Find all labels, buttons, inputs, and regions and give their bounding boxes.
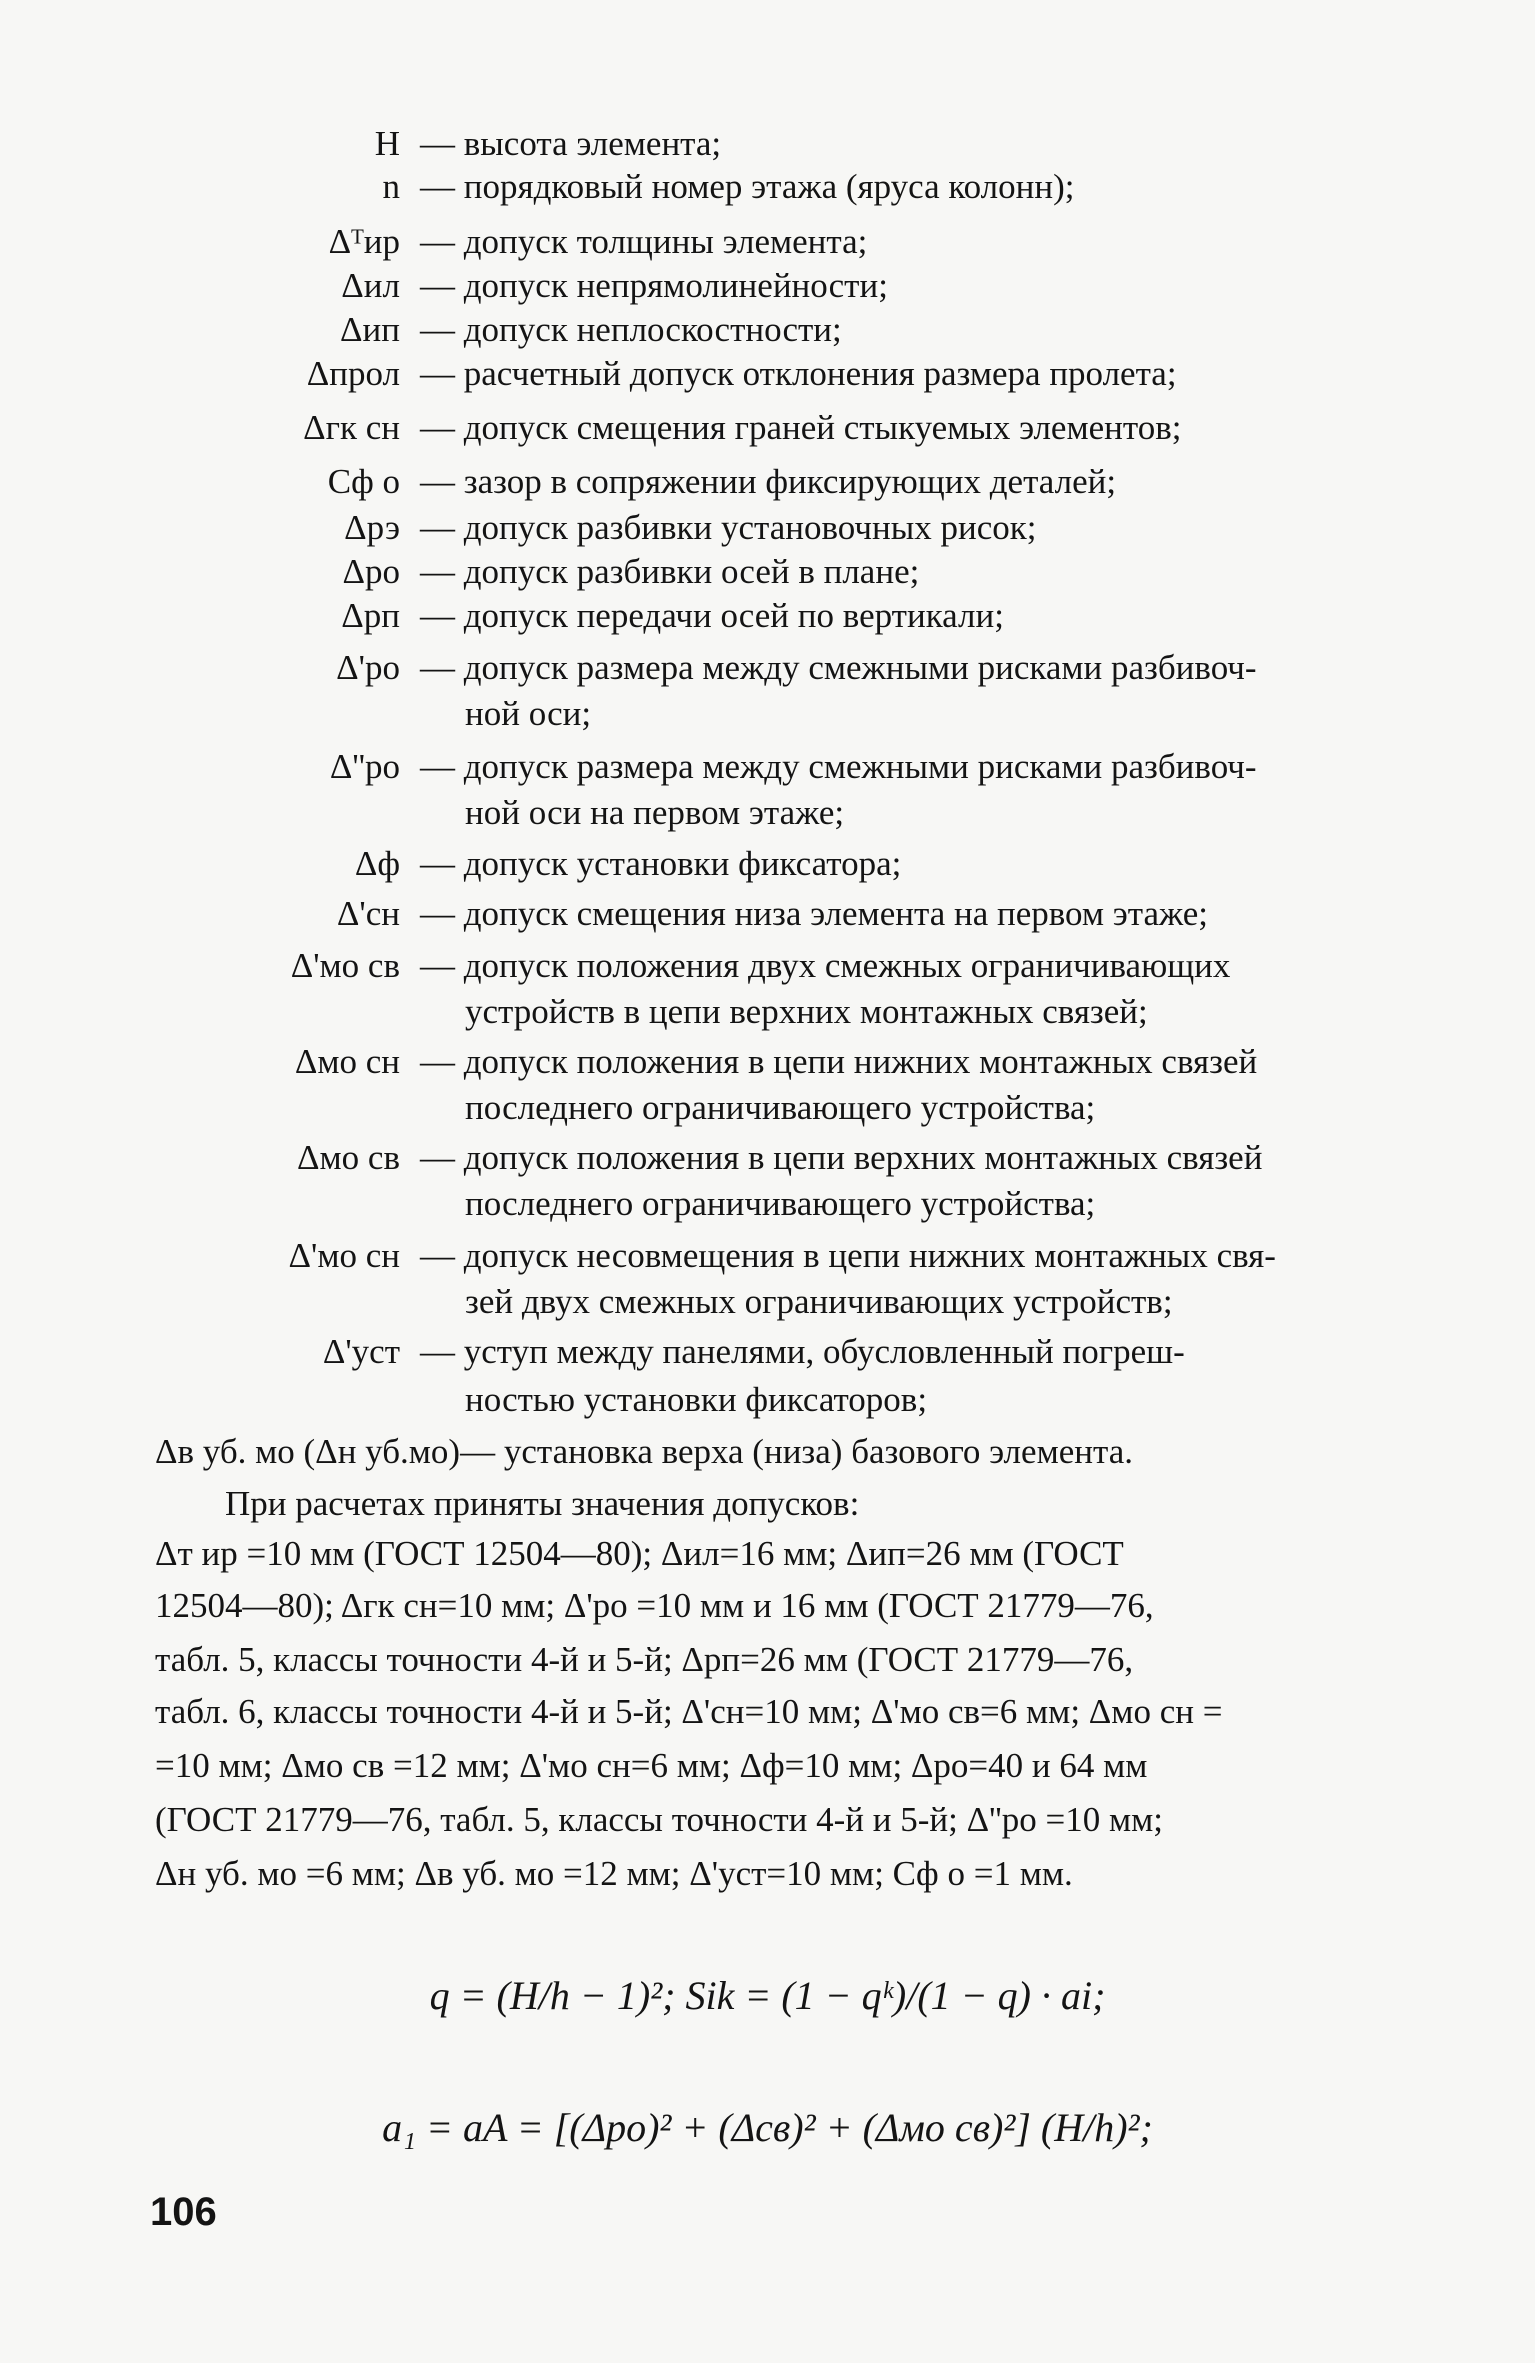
definition-symbol: Δф <box>354 844 400 883</box>
values-intro: При расчетах приняты значения допусков: <box>225 1484 860 1523</box>
values-line: (ГОСТ 21779—76, табл. 5, классы точности 4-й и 5-й; Δ''ро =10 мм; <box>155 1800 1163 1839</box>
formula-q-sik: q = (H/h − 1)²; Sik = (1 − qᵏ)/(1 − q) · ai; <box>429 1973 1106 2018</box>
definition-text: — допуск размера между смежными рисками разбивоч- <box>420 747 1257 786</box>
definition-symbol: Δ'уст <box>322 1332 400 1371</box>
definition-text: — допуск неплоскостности; <box>420 310 842 349</box>
definition-symbol: Δмо св <box>297 1138 400 1177</box>
definition-text: — уступ между панелями, обусловленный погреш- <box>420 1332 1185 1371</box>
base-element-line: Δв уб. мо (Δн уб.мо)— установка верха (низа) базового элемента. <box>155 1432 1133 1471</box>
values-line: Δт ир =10 мм (ГОСТ 12504—80); Δил=16 мм; Δип=26 мм (ГОСТ <box>155 1534 1124 1573</box>
definition-continuation: устройств в цепи верхних монтажных связей; <box>465 992 1148 1031</box>
definition-symbol: Δᵀир <box>328 222 400 261</box>
definition-text: — высота элемента; <box>420 124 722 163</box>
definition-continuation: последнего ограничивающего устройства; <box>465 1088 1096 1127</box>
definition-symbol: Δ'ро <box>336 648 400 687</box>
formula-a1: a₁ = aA = [(Δро)² + (Δсв)² + (Δмо св)²] (H/h)²; <box>382 2105 1153 2150</box>
values-line: табл. 6, классы точности 4-й и 5-й; Δ'сн=10 мм; Δ'мо св=6 мм; Δмо сн = <box>155 1692 1223 1731</box>
definition-symbol: Δгк сн <box>303 408 400 447</box>
definition-continuation: зей двух смежных ограничивающих устройств; <box>465 1282 1173 1321</box>
values-line: Δн уб. мо =6 мм; Δв уб. мо =12 мм; Δ'уст=10 мм; Cф о =1 мм. <box>155 1854 1073 1893</box>
definition-symbol: Δип <box>340 310 400 349</box>
definition-text: — допуск положения в цепи нижних монтажных связей <box>420 1042 1258 1081</box>
definition-symbol: Δпрол <box>306 354 400 393</box>
definition-text: — допуск смещения граней стыкуемых элементов; <box>420 408 1182 447</box>
definition-continuation: последнего ограничивающего устройства; <box>465 1184 1096 1223</box>
definition-symbol: Δрэ <box>344 508 400 547</box>
values-line: 12504—80); Δгк сн=10 мм; Δ'ро =10 мм и 16 мм (ГОСТ 21779—76, <box>155 1586 1154 1625</box>
definition-text: — допуск разбивки установочных рисок; <box>420 508 1037 547</box>
definition-text: — допуск положения двух смежных ограничивающих <box>420 946 1231 985</box>
definition-text: — допуск установки фиксатора; <box>420 844 902 883</box>
definition-symbol: Δ''ро <box>329 747 400 786</box>
definition-symbol: Δмо сн <box>294 1042 400 1081</box>
definition-text: — допуск размера между смежными рисками разбивоч- <box>420 648 1257 687</box>
values-line: табл. 5, классы точности 4-й и 5-й; Δрп=26 мм (ГОСТ 21779—76, <box>155 1640 1134 1679</box>
definition-continuation: ной оси; <box>465 694 592 733</box>
definition-symbol: n <box>382 167 400 206</box>
definition-text: — допуск несовмещения в цепи нижних монтажных свя- <box>420 1236 1276 1275</box>
definition-symbol: Δро <box>342 552 400 591</box>
definition-text: — допуск смещения низа элемента на первом этаже; <box>420 894 1209 933</box>
definition-text: — допуск непрямолинейности; <box>420 266 888 305</box>
definition-text: — зазор в сопряжении фиксирующих деталей; <box>420 462 1117 501</box>
page-number: 106 <box>150 2190 217 2234</box>
definition-symbol: H <box>374 124 400 163</box>
definition-text: — расчетный допуск отклонения размера пролета; <box>420 354 1177 393</box>
definition-symbol: Δрп <box>341 596 400 635</box>
definition-text: — допуск положения в цепи верхних монтажных связей <box>420 1138 1263 1177</box>
definition-text: — порядковый номер этажа (яруса колонн); <box>420 167 1075 206</box>
definition-symbol: Δ'сн <box>336 894 400 933</box>
definition-continuation: ностью установки фиксаторов; <box>465 1380 928 1419</box>
definition-text: — допуск толщины элемента; <box>420 222 868 261</box>
definition-symbol: Δил <box>341 266 400 305</box>
definition-symbol: Δ'мо сн <box>288 1236 400 1275</box>
definition-text: — допуск передачи осей по вертикали; <box>420 596 1004 635</box>
definition-symbol: Δ'мо св <box>290 946 400 985</box>
definition-continuation: ной оси на первом этаже; <box>465 793 845 832</box>
values-line: =10 мм; Δмо св =12 мм; Δ'мо сн=6 мм; Δф=10 мм; Δро=40 и 64 мм <box>155 1746 1148 1785</box>
definition-symbol: Cф о <box>327 462 400 501</box>
definition-text: — допуск разбивки осей в плане; <box>420 552 920 591</box>
